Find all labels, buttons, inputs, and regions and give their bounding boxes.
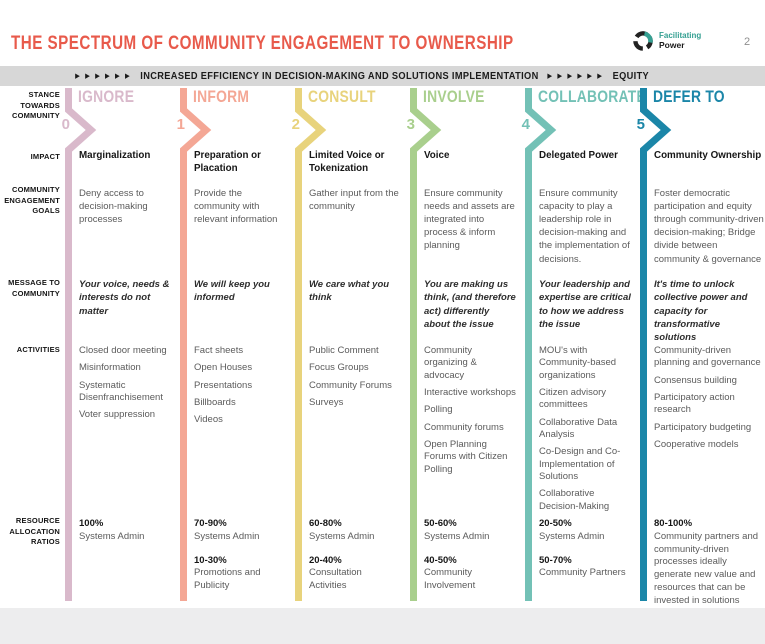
list-item bbox=[424, 518, 516, 544]
column-consult bbox=[291, 88, 410, 605]
resource-item-desc: Community partners and community-driven processes ideally generate new value and resources that can be invested in solutions bbox=[654, 530, 759, 606]
column-ignore bbox=[61, 88, 180, 605]
column-inform bbox=[176, 88, 295, 605]
resource-item-desc: Systems Admin bbox=[309, 530, 375, 542]
list-item bbox=[79, 518, 171, 544]
list-item: Surveys bbox=[309, 397, 344, 409]
row-label-impact: IMPACT bbox=[30, 152, 60, 161]
list-item: Closed door meeting bbox=[79, 345, 167, 356]
list-item: Polling bbox=[424, 404, 453, 416]
list-item: Videos bbox=[194, 414, 223, 426]
facilitating-power-logo bbox=[631, 29, 701, 53]
stance-number: 0 bbox=[61, 116, 70, 133]
list-item: Public Comment bbox=[309, 345, 379, 356]
resource-item-desc: Consultation Activities bbox=[309, 567, 362, 592]
impact-cell: Delegated Power bbox=[539, 150, 618, 161]
resources-cell bbox=[194, 518, 286, 604]
logo-text-line2: Power bbox=[659, 39, 685, 50]
stance-number: 1 bbox=[176, 116, 185, 133]
activities-cell bbox=[424, 345, 516, 481]
stance-number: 2 bbox=[291, 116, 300, 133]
resource-item-ratio: 80-100% bbox=[654, 518, 693, 529]
arrows-right-icon: ▶ ▶ ▶ ▶ ▶ ▶ bbox=[75, 73, 132, 80]
list-item: Community Forums bbox=[309, 379, 392, 391]
resources-cell bbox=[654, 518, 764, 619]
list-item: Misinformation bbox=[79, 362, 141, 374]
list-item bbox=[539, 518, 631, 544]
resource-item-ratio: 20-50% bbox=[539, 518, 572, 529]
resource-item-ratio: 50-60% bbox=[424, 518, 457, 529]
activities-cell bbox=[539, 345, 631, 518]
list-item: Billboards bbox=[194, 397, 236, 409]
activities-cell bbox=[654, 345, 764, 456]
message-cell: Your leadership and expertise are critical to how we address the issue bbox=[539, 279, 631, 330]
message-cell: It's time to unlock collective power and capacity for transformative solutions bbox=[654, 279, 748, 344]
resource-item-ratio: 40-50% bbox=[424, 554, 457, 566]
resource-item-desc: Promotions and Publicity bbox=[194, 567, 261, 592]
goals-cell: Gather input from the community bbox=[309, 188, 399, 213]
list-item bbox=[309, 555, 401, 593]
resource-item-ratio: 70-90% bbox=[194, 518, 227, 529]
stance-label: DEFER TO bbox=[653, 88, 725, 106]
list-item: Open Houses bbox=[194, 362, 253, 374]
list-item: Participatory action research bbox=[654, 392, 735, 416]
list-item: Cooperative models bbox=[654, 439, 739, 451]
resource-item-ratio: 20-40% bbox=[309, 554, 342, 566]
activities-cell bbox=[309, 345, 401, 414]
list-item: Collaborative Data Analysis bbox=[539, 416, 618, 441]
banner-equity-text: EQUITY bbox=[612, 70, 650, 82]
impact-cell: Voice bbox=[424, 150, 450, 161]
list-item bbox=[539, 555, 631, 581]
list-item bbox=[194, 518, 286, 544]
resource-item-desc: Systems Admin bbox=[539, 530, 605, 542]
resource-item-ratio: 50-70% bbox=[539, 554, 572, 566]
logo-text-line1: Facilitating bbox=[659, 31, 702, 41]
message-cell: Your voice, needs & interests do not matter bbox=[79, 279, 170, 317]
list-item: Citizen advisory committees bbox=[539, 387, 607, 411]
resources-cell bbox=[424, 518, 516, 604]
message-cell: We care what you think bbox=[309, 279, 390, 304]
list-item: Community organizing & advocacy bbox=[424, 345, 477, 381]
resource-item-desc: Community Partners bbox=[539, 567, 626, 579]
resource-item-ratio: 60-80% bbox=[309, 518, 342, 529]
column-involve bbox=[406, 88, 525, 605]
goals-cell: Foster democratic participation and equity through community-driven decision-making; Bridge divide between community & governance bbox=[654, 188, 764, 265]
stance-number: 3 bbox=[406, 116, 415, 133]
goals-cell: Provide the community with relevant information bbox=[194, 188, 278, 226]
resources-cell bbox=[79, 518, 171, 555]
banner-main-text: INCREASED EFFICIENCY IN DECISION-MAKING AND SOLUTIONS IMPLEMENTATION bbox=[140, 70, 540, 82]
resource-item-desc: Systems Admin bbox=[79, 530, 145, 542]
logo-circle-icon bbox=[631, 29, 655, 53]
stance-number: 5 bbox=[636, 116, 645, 133]
banner-content bbox=[76, 70, 650, 82]
message-cell: We will keep you informed bbox=[194, 279, 270, 304]
goals-cell: Deny access to decision-making processes bbox=[79, 188, 148, 226]
efficiency-equity-banner bbox=[0, 66, 765, 86]
list-item: Community-driven planning and governance bbox=[654, 345, 761, 369]
row-label-resources: RESOURCE ALLOCATION RATIOS bbox=[9, 516, 60, 546]
goals-cell: Ensure community needs and assets are integrated into process & inform planning bbox=[424, 188, 515, 252]
column-defer-to bbox=[636, 88, 764, 606]
list-item: Focus Groups bbox=[309, 362, 369, 374]
page-number: 2 bbox=[744, 36, 751, 48]
row-label-stance: STANCE TOWARDS COMMUNITY bbox=[11, 90, 60, 120]
list-item: Interactive workshops bbox=[424, 387, 516, 399]
resources-cell bbox=[539, 518, 631, 591]
logo-text bbox=[659, 32, 701, 49]
row-label-goals: COMMUNITY ENGAGEMENT GOALS bbox=[4, 185, 60, 215]
resources-cell bbox=[309, 518, 401, 604]
resource-item-ratio: 10-30% bbox=[194, 554, 227, 566]
list-item: Presentations bbox=[194, 379, 253, 391]
list-item: Community forums bbox=[424, 421, 504, 433]
resource-item-desc: Systems Admin bbox=[424, 530, 490, 542]
activities-cell bbox=[194, 345, 286, 432]
resource-item-desc: Systems Admin bbox=[194, 530, 260, 542]
list-item bbox=[309, 518, 401, 544]
goals-cell: Ensure community capacity to play a leadership role in decision-making and the implementation of decisions. bbox=[539, 188, 630, 265]
row-label-message: MESSAGE TO COMMUNITY bbox=[8, 278, 60, 298]
list-item bbox=[654, 518, 764, 608]
activities-cell bbox=[79, 345, 171, 427]
list-item: Systematic Disenfranchisement bbox=[79, 379, 163, 404]
list-item: MOU's with Community-based organizations bbox=[539, 345, 617, 381]
stance-label: COLLABORATE bbox=[538, 88, 647, 106]
list-item: Consensus building bbox=[654, 374, 737, 386]
list-item: Voter suppression bbox=[79, 409, 156, 421]
stance-label: INFORM bbox=[193, 88, 250, 106]
stance-label: IGNORE bbox=[78, 88, 135, 106]
message-cell: You are making us think, (and therefore act) differently about the issue bbox=[424, 279, 516, 330]
impact-cell: Marginalization bbox=[79, 150, 151, 161]
list-item: Co-Design and Co-Implementation of Solutions bbox=[539, 446, 621, 483]
page-title: THE SPECTRUM OF COMMUNITY ENGAGEMENT TO OWNERSHIP bbox=[11, 33, 514, 54]
list-item: Open Planning Forums with Citizen Polling bbox=[424, 439, 508, 475]
list-item bbox=[424, 555, 516, 593]
row-label-activities: ACTIVITIES bbox=[16, 345, 60, 354]
list-item: Participatory budgeting bbox=[654, 421, 752, 433]
list-item: Collaborative Decision-Making bbox=[539, 488, 610, 512]
stance-label: INVOLVE bbox=[423, 88, 485, 106]
stance-number: 4 bbox=[521, 116, 530, 133]
footer-band bbox=[0, 608, 765, 644]
list-item: Fact sheets bbox=[194, 345, 244, 356]
resource-item-desc: Community Involvement bbox=[424, 567, 476, 592]
arrows-right-icon: ▶ ▶ ▶ ▶ ▶ ▶ bbox=[547, 73, 605, 80]
resource-item-ratio: 100% bbox=[79, 518, 104, 529]
column-collaborate bbox=[521, 88, 647, 605]
stance-label: CONSULT bbox=[308, 88, 376, 106]
impact-cell: Limited Voice or Tokenization bbox=[309, 150, 385, 174]
impact-cell: Community Ownership bbox=[654, 150, 762, 161]
list-item bbox=[194, 555, 286, 593]
impact-cell: Preparation or Placation bbox=[194, 150, 261, 174]
